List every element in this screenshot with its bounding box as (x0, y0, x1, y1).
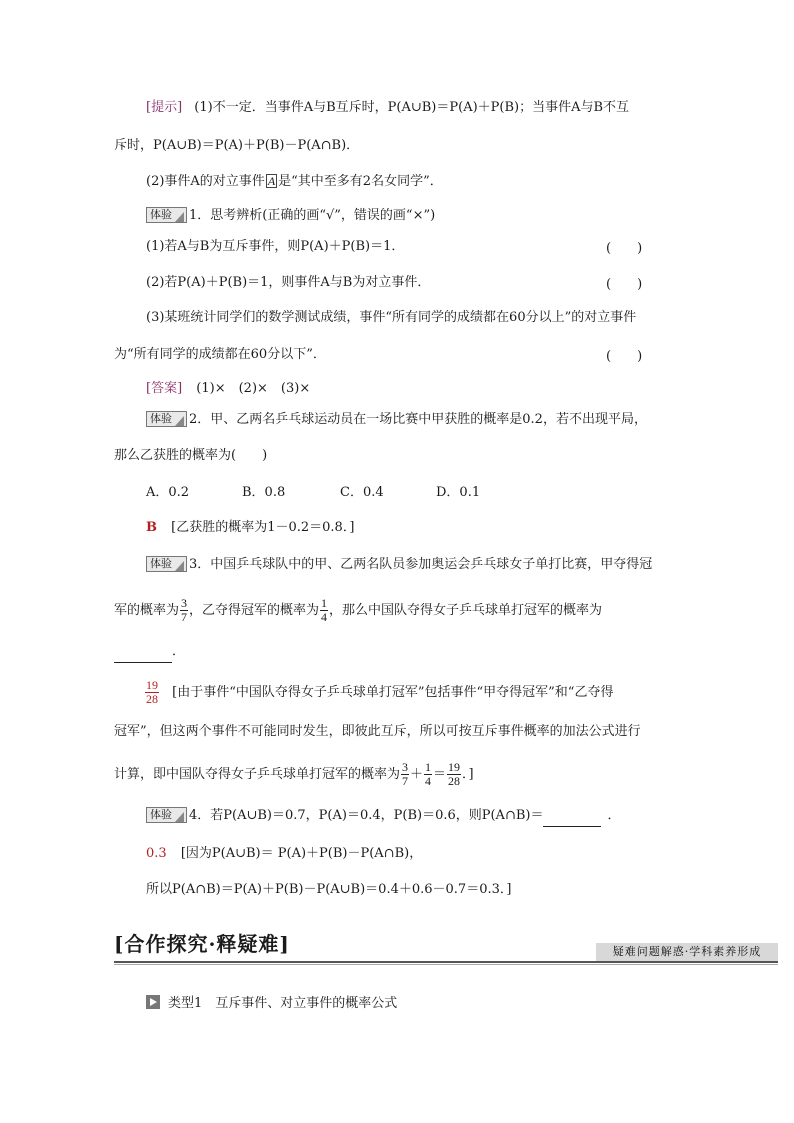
answer-blank-4 (543, 806, 601, 827)
exp3-text-2b: ，乙夺得冠军的概率为 (189, 603, 320, 618)
exp4-text-1: 4．若P(A∪B)＝0.7，P(A)＝0.4，P(B)＝0.6，则P(A∩B)＝ (189, 808, 544, 823)
exp1-item-3-cont: 为“所有同学的成绩都在60分以下”． (114, 347, 326, 362)
sol-ans-den: 28 (448, 774, 461, 788)
exp4-line-1 (146, 806, 620, 827)
sol-ans-num: 19 (448, 760, 461, 774)
ans-den: 28 (146, 692, 158, 706)
exp4-solution-line-1 (146, 844, 422, 864)
sol-frac-1-4 (424, 761, 432, 788)
plus-sign: ＋ (410, 767, 424, 782)
answer-label: [答案] (146, 381, 183, 396)
exp4-tag: 体验 (146, 807, 187, 823)
exp2-option-b: B．0.8 (242, 485, 286, 500)
exp3-text-2c: ，那么中国队夺得女子乒乓球单打冠军的概率为 (329, 603, 603, 618)
exp3-solution-line-3 (114, 760, 474, 790)
exp2-line-1 (146, 410, 647, 430)
section-side-label: 疑难问题解惑·学科素养形成 (596, 943, 778, 961)
exp2-answer: B (146, 520, 157, 535)
complement-box: A (267, 174, 276, 188)
sol-frac-3-7 (401, 761, 409, 788)
exp4-end: ． (607, 808, 621, 823)
section-title: [合作探究·释疑难] (114, 932, 290, 956)
exp3-end: ． (172, 644, 186, 659)
exp3-tag: 体验 (146, 556, 187, 572)
exp2-solution: [乙获胜的概率为1－0.2＝0.8．] (171, 520, 355, 535)
hint-line-1 (146, 98, 629, 118)
exp2-solution-line (146, 518, 354, 538)
fraction-1-4 (320, 597, 328, 624)
exp3-answer-fraction (145, 679, 159, 706)
frac1-num: 3 (181, 596, 188, 610)
exp1-item-1: (1)若A与B为互斥事件，则P(A)＋P(B)＝1． (146, 239, 405, 254)
exp1-answer: (1)× (2)× (3)× (196, 381, 311, 396)
exp1-title: 1．思考辨析(正确的画“√”，错误的画“×”) (189, 208, 436, 223)
exp3-text-1: 3．中国乒乓球队中的甲、乙两名队员参加奥运会乒乓球女子单打比赛，甲夺得冠 (189, 557, 653, 572)
exp1-paren-3: ( ) (606, 349, 643, 364)
section-rule (114, 961, 778, 963)
play-arrow-icon (146, 995, 160, 1009)
exp3-solution-line-2: 冠军”，但这两个事件不可能同时发生，即彼此互斥，所以可按互斥事件概率的加法公式进行 (114, 724, 641, 739)
sol-frac2-den: 4 (425, 774, 432, 788)
exp3-sol-1: [由于事件“中国队夺得女子乒乓球单打冠军”包括事件“甲夺得冠军”和“乙夺得 (172, 685, 614, 700)
exp3-solution-line-1 (144, 678, 613, 708)
exp3-text-2a: 军的概率为 (114, 603, 180, 618)
hint-line-3 (146, 172, 443, 192)
exp4-solution-line-2: 所以P(A∩B)＝P(A)＋P(B)－P(A∪B)＝0.4＋0.6－0.7＝0.3．] (146, 882, 512, 897)
exp3-sol-3a: 计算，即中国队夺得女子乒乓球单打冠军的概率为 (114, 767, 401, 782)
frac2-num: 1 (321, 596, 328, 610)
exp2-option-c: C．0.4 (340, 485, 384, 500)
sol-frac1-den: 7 (402, 774, 409, 788)
sol-frac2-num: 1 (425, 760, 432, 774)
exp1-item-2: (2)若P(A)＋P(B)＝1，则事件A与B为对立事件． (146, 275, 431, 290)
exp3-line-2 (114, 596, 602, 626)
exp3-line-3 (114, 642, 185, 663)
sol-frac1-num: 3 (402, 760, 409, 774)
exp2-option-a: A．0.2 (146, 485, 190, 500)
section-rule-thin (114, 964, 778, 965)
exp2-line-2: 那么乙获胜的概率为( ) (114, 448, 268, 463)
equals-sign: ＝ (433, 767, 447, 782)
fraction-3-7 (180, 597, 188, 624)
answer-blank-3 (114, 642, 172, 663)
exp1-title-line (146, 206, 435, 226)
exp4-answer: 0.3 (146, 846, 167, 861)
frac1-den: 7 (181, 610, 188, 624)
hint-label: [提示] (146, 100, 183, 115)
sol-frac-19-28 (447, 761, 461, 788)
hint-p2-post: 是“其中至多有2名女同学”． (278, 174, 443, 189)
exp2-text-1: 2．甲、乙两名乒乓球运动员在一场比赛中甲获胜的概率是0.2，若不出现平局， (189, 412, 647, 427)
exp3-line-1 (146, 555, 652, 575)
exp3-sol-end: ．] (462, 767, 474, 782)
exp1-tag: 体验 (146, 207, 187, 223)
exp2-option-d: D．0.1 (436, 485, 481, 500)
exp2-tag: 体验 (146, 411, 187, 427)
hint-p2-pre: (2)事件A的对立事件 (146, 174, 265, 189)
type-heading (146, 994, 397, 1014)
ans-num: 19 (146, 678, 158, 692)
exp4-sol-1: [因为P(A∪B)＝ P(A)＋P(B)－P(A∩B)， (180, 846, 423, 861)
hint-text-1: (1)不一定．当事件A与B互斥时，P(A∪B)＝P(A)＋P(B)；当事件A与B不互 (194, 100, 630, 115)
exp1-paren-2: ( ) (606, 277, 643, 292)
type-label: 类型1 互斥事件、对立事件的概率公式 (168, 996, 398, 1011)
exp1-paren-1: ( ) (606, 241, 643, 256)
frac2-den: 4 (321, 610, 328, 624)
exp1-answer-line (146, 379, 310, 399)
exp1-item-3: (3)某班统计同学们的数学测试成绩，事件“所有同学的成绩都在60分以上”的对立事件 (146, 310, 637, 325)
hint-line-2: 斥时，P(A∪B)＝P(A)＋P(B)－P(A∩B)． (114, 138, 360, 153)
